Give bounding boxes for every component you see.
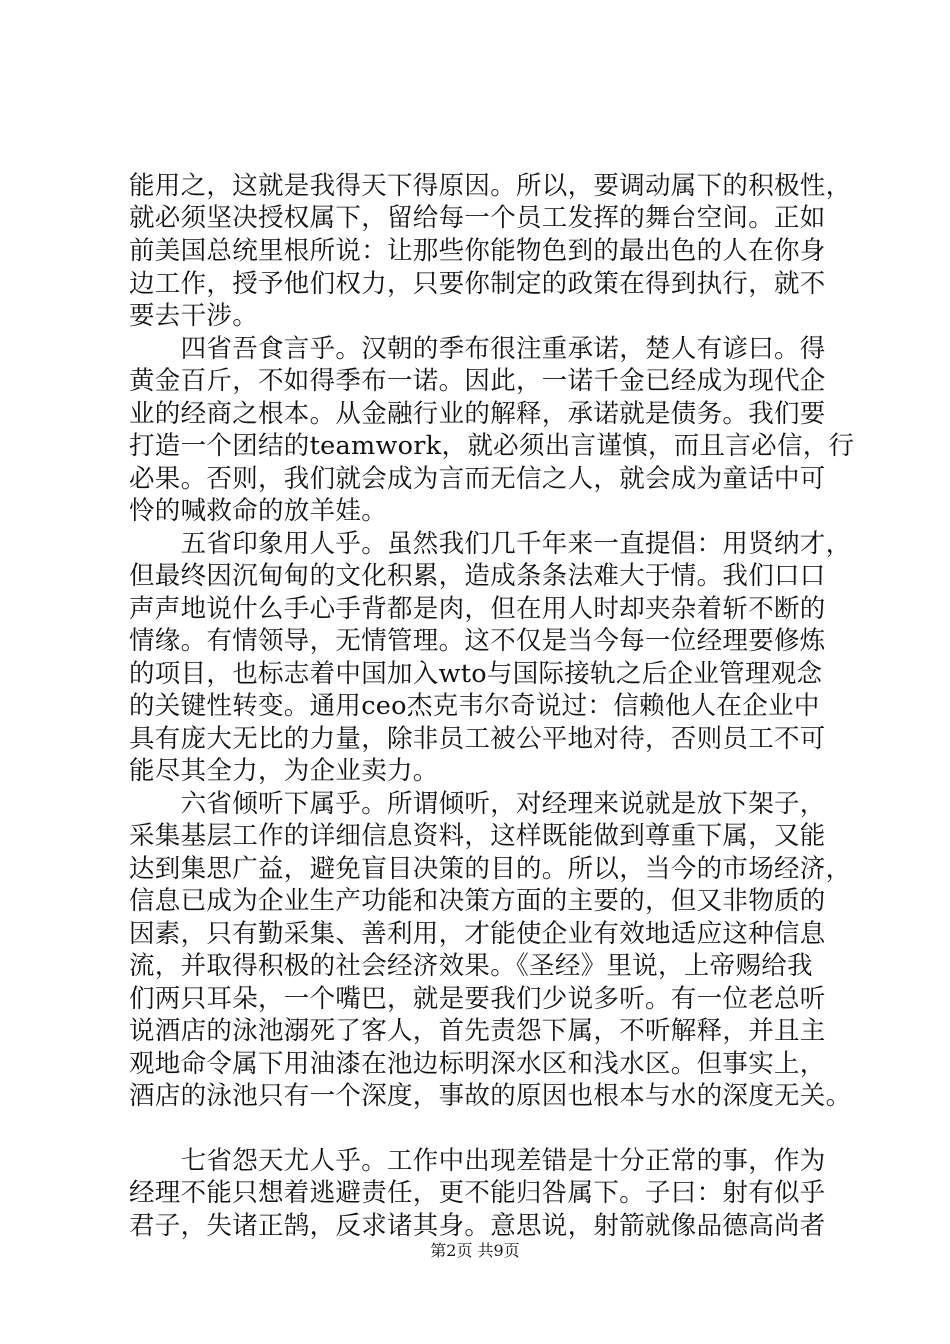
text-line: 情缘。有情领导，无情管理。这不仅是当今每一位经理要修炼 [129,626,826,656]
text-line: 要去干涉。 [129,301,259,331]
text-line: 具有庞大无比的力量，除非员工被公平地对待，否则员工不可 [129,724,826,754]
text-line: 能尽其全力，为企业卖力。 [129,756,439,786]
text-line [129,1112,851,1144]
text-line: 打造一个团结的teamwork，就必须出言谨慎，而且言必信，行 [129,431,855,461]
text-line: 五省印象用人乎。虽然我们几千年来一直提倡：用贤纳才， [129,529,852,559]
page-number-footer: 第2页 共9页 [430,1241,520,1260]
text-line: 达到集思广益，避免盲目决策的目的。所以，当今的市场经济， [129,854,852,884]
text-line: 声声地说什么手心手背都是肉，但在用人时却夹杂着斩不断的 [129,594,826,624]
text-line: 六省倾听下属乎。所谓倾听，对经理来说就是放下架子， [129,789,826,819]
text-line: 七省怨天尤人乎。工作中出现差错是十分正常的事，作为 [129,1146,826,1176]
text-line: 但最终因沉甸甸的文化积累，造成条条法难大于情。我们口口 [129,561,826,591]
text-line: 信息已成为企业生产功能和决策方面的主要的，但又非物质的 [129,886,826,916]
text-line: 怜的喊救命的放羊娃。 [129,496,388,526]
text-line: 就必须坚决授权属下，留给每一个员工发挥的舞台空间。正如 [129,203,826,233]
text-line: 采集基层工作的详细信息资料，这样既能做到尊重下属，又能 [129,821,826,851]
text-line: 前美国总统里根所说：让那些你能物色到的最出色的人在你身 [129,236,826,266]
text-line: 君子，失诸正鹄，反求诸其身。意思说，射箭就像品德高尚者 [129,1211,826,1241]
text-line: 黄金百斤，不如得季布一诺。因此，一诺千金已经成为现代企 [129,366,826,396]
text-line: 的关键性转变。通用ceo杰克韦尔奇说过：信赖他人在企业中 [129,691,820,721]
text-line: 四省吾食言乎。汉朝的季布很注重承诺，楚人有谚曰。得 [129,334,826,364]
text-line: 流，并取得积极的社会经济效果。《圣经》里说，上帝赐给我 [129,951,813,981]
text-line: 边工作，授予他们权力，只要你制定的政策在得到执行，就不 [129,269,826,299]
text-line: 因素，只有勤采集、善利用，才能使企业有效地适应这种信息 [129,919,826,949]
text-line: 能用之，这就是我得天下得原因。所以，要调动属下的积极性， [129,171,852,201]
text-line: 业的经商之根本。从金融行业的解释，承诺就是债务。我们要 [129,399,826,429]
text-line: 酒店的泳池只有一个深度，事故的原因也根本与水的深度无关。 [129,1081,852,1111]
text-line: 经理不能只想着逃避责任，更不能归咎属下。子曰：射有似乎 [129,1178,826,1208]
text-line: 们两只耳朵，一个嘴巴，就是要我们少说多听。有一位老总听 [129,984,826,1014]
text-line: 观地命令属下用油漆在池边标明深水区和浅水区。但事实上， [129,1049,826,1079]
text-line: 必果。否则，我们就会成为言而无信之人，就会成为童话中可 [129,464,826,494]
text-line: 的项目，也标志着中国加入wto与国际接轨之后企业管理观念 [129,659,823,689]
text-line: 说酒店的泳池溺死了客人，首先责怨下属，不听解释，并且主 [129,1016,826,1046]
